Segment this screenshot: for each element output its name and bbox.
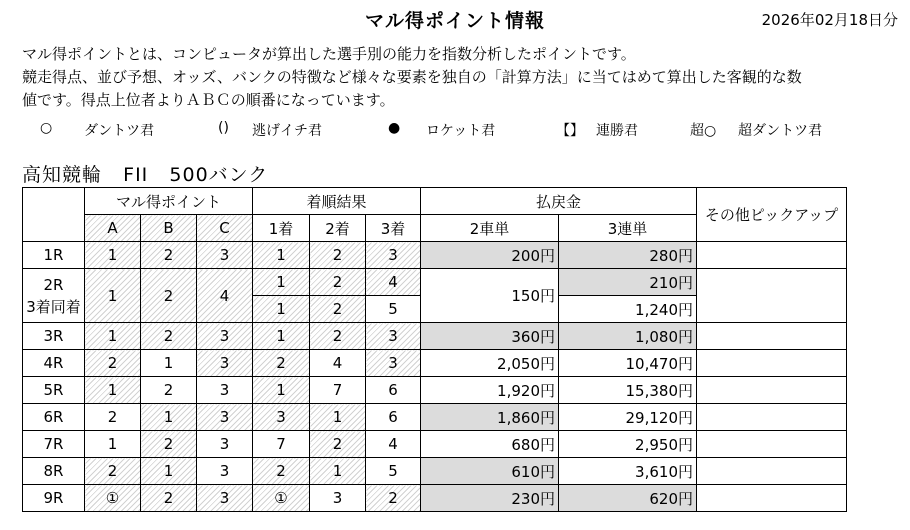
table-row bbox=[23, 485, 847, 512]
point-a-cell: 2 bbox=[85, 458, 141, 485]
col-second-header: 2着 bbox=[310, 215, 366, 242]
point-b-cell: 1 bbox=[141, 404, 197, 431]
table-row bbox=[23, 431, 847, 458]
point-c-cell: 4 bbox=[197, 269, 253, 323]
third-cell: 4 bbox=[366, 431, 421, 458]
point-b-cell: 2 bbox=[141, 323, 197, 350]
pickup-cell bbox=[697, 404, 847, 431]
trifecta-cell: 3,610円 bbox=[559, 458, 697, 485]
col-c-header: C bbox=[197, 215, 253, 242]
second-cell: 4 bbox=[310, 350, 366, 377]
header-row-1 bbox=[23, 188, 847, 215]
second-cell: 2 bbox=[310, 269, 366, 296]
race-cell: 1R bbox=[23, 242, 85, 269]
race-cell bbox=[23, 269, 85, 323]
point-b-cell: 2 bbox=[141, 485, 197, 512]
date-label: 2026年02月18日分 bbox=[761, 11, 898, 29]
table-row bbox=[23, 350, 847, 377]
point-b-cell: 2 bbox=[141, 377, 197, 404]
point-b-cell: 1 bbox=[141, 350, 197, 377]
point-b-cell: 2 bbox=[141, 242, 197, 269]
description-line-2: 競走得点、並び予想、オッズ、バンクの特徴など様々な要素を独自の「計算方法」に当てはめて算出した客観的な数 bbox=[22, 68, 802, 86]
third-cell: 3 bbox=[366, 323, 421, 350]
second-cell: 2 bbox=[310, 431, 366, 458]
point-c-cell: 3 bbox=[197, 323, 253, 350]
second-cell: 1 bbox=[310, 404, 366, 431]
col-third-header: 3着 bbox=[366, 215, 421, 242]
legend-symbol-renshou: 【】 bbox=[556, 123, 584, 139]
point-c-cell: 3 bbox=[197, 485, 253, 512]
point-c-cell: 3 bbox=[197, 431, 253, 458]
third-cell: 3 bbox=[366, 242, 421, 269]
trifecta-cell: 280円 bbox=[559, 242, 697, 269]
third-cell: 4 bbox=[366, 269, 421, 296]
second-cell: 2 bbox=[310, 323, 366, 350]
page-title: マル得ポイント情報 bbox=[364, 10, 545, 32]
trifecta-cell: 15,380円 bbox=[559, 377, 697, 404]
race-cell: 4R bbox=[23, 350, 85, 377]
exacta-cell: 610円 bbox=[421, 458, 559, 485]
pickup-cell bbox=[697, 377, 847, 404]
point-a-cell: 1 bbox=[85, 323, 141, 350]
pickup-cell bbox=[697, 350, 847, 377]
point-c-cell: 3 bbox=[197, 242, 253, 269]
exacta-cell: 2,050円 bbox=[421, 350, 559, 377]
third-cell: 5 bbox=[366, 458, 421, 485]
point-a-cell: 1 bbox=[85, 242, 141, 269]
pickup-cell bbox=[697, 485, 847, 512]
trifecta-cell: 10,470円 bbox=[559, 350, 697, 377]
first-cell: 1 bbox=[253, 296, 310, 323]
point-c-cell: 3 bbox=[197, 350, 253, 377]
col-trifecta-header: 3連単 bbox=[559, 215, 697, 242]
race-cell: 8R bbox=[23, 458, 85, 485]
description-line-3: 値です。得点上位者よりＡＢＣの順番になっています。 bbox=[22, 91, 395, 109]
point-c-cell: 3 bbox=[197, 404, 253, 431]
second-cell: 1 bbox=[310, 458, 366, 485]
legend-label-nigeichi: 逃げイチ君 bbox=[252, 123, 322, 139]
venue-name: 高知競輪 bbox=[22, 164, 103, 186]
first-cell: 1 bbox=[253, 269, 310, 296]
results-header: 着順結果 bbox=[253, 188, 421, 215]
third-cell: 6 bbox=[366, 377, 421, 404]
point-c-cell: 3 bbox=[197, 377, 253, 404]
point-a-cell: 2 bbox=[85, 404, 141, 431]
second-cell: 2 bbox=[310, 242, 366, 269]
first-cell: ① bbox=[253, 485, 310, 512]
first-cell: 1 bbox=[253, 377, 310, 404]
first-cell: 7 bbox=[253, 431, 310, 458]
legend-label-chou-dantotsu: 超ダントツ君 bbox=[738, 123, 823, 139]
trifecta-cell: 620円 bbox=[559, 485, 697, 512]
exacta-cell: 1,920円 bbox=[421, 377, 559, 404]
venue-grade: FII bbox=[123, 164, 149, 186]
pickup-cell bbox=[697, 323, 847, 350]
exacta-cell: 680円 bbox=[421, 431, 559, 458]
first-cell: 1 bbox=[253, 242, 310, 269]
point-a-cell: 2 bbox=[85, 350, 141, 377]
third-cell: 6 bbox=[366, 404, 421, 431]
point-a-cell: ① bbox=[85, 485, 141, 512]
exacta-cell: 360円 bbox=[421, 323, 559, 350]
legend-label-renshou: 連勝君 bbox=[596, 123, 638, 139]
pickup-cell bbox=[697, 242, 847, 269]
exacta-cell: 1,860円 bbox=[421, 404, 559, 431]
venue-heading bbox=[22, 160, 268, 187]
dead-heat-note: 3着同着 bbox=[26, 297, 81, 316]
trifecta-cell: 1,080円 bbox=[559, 323, 697, 350]
point-a-cell: 1 bbox=[85, 377, 141, 404]
race-label: 2R bbox=[43, 275, 64, 294]
first-cell: 3 bbox=[253, 404, 310, 431]
first-cell: 1 bbox=[253, 323, 310, 350]
third-cell: 3 bbox=[366, 350, 421, 377]
table-row bbox=[23, 377, 847, 404]
legend-symbol-rocket: ● bbox=[388, 120, 401, 136]
race-cell: 3R bbox=[23, 323, 85, 350]
description-line-1: マル得ポイントとは、コンピュータが算出した選手別の能力を指数分析したポイントです。 bbox=[22, 45, 636, 63]
third-cell: 2 bbox=[366, 485, 421, 512]
table-row bbox=[23, 404, 847, 431]
legend-label-dantotsu: ダントツ君 bbox=[84, 123, 155, 139]
table-row bbox=[23, 242, 847, 269]
col-a-header: A bbox=[85, 215, 141, 242]
col-b-header: B bbox=[141, 215, 197, 242]
first-cell: 2 bbox=[253, 350, 310, 377]
race-cell: 6R bbox=[23, 404, 85, 431]
venue-bank: 500バンク bbox=[169, 164, 269, 186]
second-cell: 2 bbox=[310, 296, 366, 323]
exacta-cell: 150円 bbox=[421, 269, 559, 323]
payout-header: 払戻金 bbox=[421, 188, 697, 215]
points-header: マル得ポイント bbox=[85, 188, 253, 215]
trifecta-cell: 29,120円 bbox=[559, 404, 697, 431]
pickup-header: その他ピックアップ bbox=[697, 188, 847, 242]
table-row bbox=[23, 269, 847, 296]
point-b-cell: 2 bbox=[141, 269, 197, 323]
legend-label-rocket: ロケット君 bbox=[426, 123, 496, 139]
col-exacta-header: 2車単 bbox=[421, 215, 559, 242]
point-a-cell: 1 bbox=[85, 431, 141, 458]
legend-symbol-dantotsu: ○ bbox=[40, 120, 53, 136]
point-a-cell: 1 bbox=[85, 269, 141, 323]
pickup-cell bbox=[697, 431, 847, 458]
race-cell: 5R bbox=[23, 377, 85, 404]
table-row bbox=[23, 323, 847, 350]
pickup-cell bbox=[697, 458, 847, 485]
pickup-cell bbox=[697, 269, 847, 323]
race-cell: 9R bbox=[23, 485, 85, 512]
description bbox=[22, 43, 902, 112]
legend-symbol-chou-dantotsu: 超○ bbox=[690, 123, 717, 139]
race-header bbox=[23, 188, 85, 242]
trifecta-cell: 1,240円 bbox=[559, 296, 697, 323]
race-cell: 7R bbox=[23, 431, 85, 458]
results-table bbox=[22, 187, 847, 512]
col-first-header: 1着 bbox=[253, 215, 310, 242]
exacta-cell: 200円 bbox=[421, 242, 559, 269]
point-b-cell: 1 bbox=[141, 458, 197, 485]
point-b-cell: 2 bbox=[141, 431, 197, 458]
third-cell: 5 bbox=[366, 296, 421, 323]
exacta-cell: 230円 bbox=[421, 485, 559, 512]
second-cell: 7 bbox=[310, 377, 366, 404]
trifecta-cell: 2,950円 bbox=[559, 431, 697, 458]
second-cell: 3 bbox=[310, 485, 366, 512]
point-c-cell: 3 bbox=[197, 458, 253, 485]
first-cell: 2 bbox=[253, 458, 310, 485]
legend-symbol-nigeichi: () bbox=[218, 120, 229, 136]
trifecta-cell: 210円 bbox=[559, 269, 697, 296]
table-row bbox=[23, 458, 847, 485]
